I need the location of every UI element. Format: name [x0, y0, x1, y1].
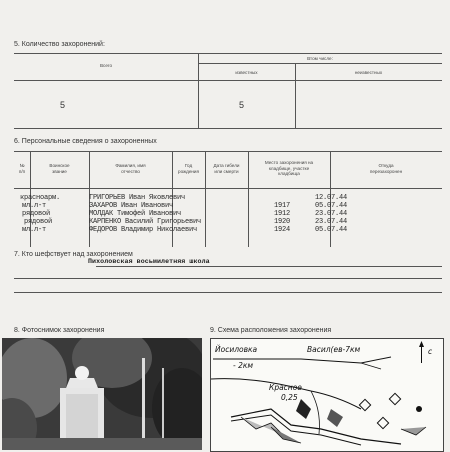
- row5-rank: мл.л-т: [22, 226, 47, 234]
- table6-header-death: Дата гибели или смерти: [213, 163, 240, 174]
- map-label-ioshkolovka: Йосиловка: [215, 345, 258, 354]
- table5-header-unknown: неизвестных: [354, 70, 383, 75]
- map-label-vasilev: Васил(ев-7км: [307, 345, 361, 354]
- map-label-ioshkolovka-dist: - 2км: [233, 361, 254, 370]
- section7-line-3: [14, 292, 442, 293]
- burial-photo: [2, 338, 202, 450]
- table6-header-bottom-line: [14, 188, 442, 189]
- table5-divider-1: [198, 53, 199, 128]
- section7-line-2: [14, 278, 442, 279]
- row2-rank: мл.л-т: [22, 202, 47, 210]
- table6-header-origin: Откуда перезахоронен: [369, 163, 403, 174]
- patron-value: Пихоловская восьмилетняя школа: [88, 258, 210, 265]
- section7-line-1: [96, 266, 442, 267]
- row2-name: ЗАХАРОВ Иван Иванович: [89, 202, 174, 210]
- section-8-title: 8. Фотоснимок захоронения: [14, 327, 105, 334]
- row4-name: КАРПЕНКО Василий Григорьевич: [89, 218, 202, 226]
- map-drawing: [211, 339, 443, 451]
- table5-subheader-line: [198, 63, 442, 64]
- map-label-krasnoe: Красное: [269, 383, 302, 392]
- row3-death: 23.07.44: [315, 210, 348, 218]
- map-label-krasnoe-dist: 0,25: [281, 393, 298, 402]
- section-6-title: 6. Персональные сведения о захороненных: [14, 138, 157, 145]
- row5-name: ФЕДОРОВ Владимир Николаевич: [89, 226, 198, 234]
- table6-header-no: № п/п: [18, 163, 26, 174]
- table6-header-place: Место захоронения на кладбище, участке кладбища: [264, 160, 314, 177]
- table5-header-including: Втом числе:: [307, 56, 333, 61]
- row5-birth: 1924: [274, 226, 291, 234]
- row5-death: 05.07.44: [315, 226, 348, 234]
- section-9-title: 9. Схема расположения захоронения: [210, 327, 332, 334]
- table6-header-name: Фамилия, имя отчество: [115, 163, 146, 174]
- table5-bottom-line: [14, 128, 442, 129]
- row4-birth: 1920: [274, 218, 291, 226]
- table5-header-total: Всего: [99, 63, 113, 68]
- row3-rank: рядовой: [22, 210, 51, 218]
- table6-header-rank: Воинское звание: [49, 163, 70, 174]
- row4-rank: рядовой: [24, 218, 53, 226]
- section-5-title: 5. Количество захоронений:: [14, 41, 105, 48]
- burial-map: [210, 338, 444, 452]
- table5-top-line: [14, 53, 442, 54]
- row4-death: 23.07.44: [315, 218, 348, 226]
- map-label-north: с: [428, 347, 433, 356]
- row1-name: ГРИГОРЬЕВ Иван Яковлевич: [89, 194, 186, 202]
- row2-birth: 1917: [274, 202, 291, 210]
- row1-death: 12.07.44: [315, 194, 348, 202]
- row3-birth: 1912: [274, 210, 291, 218]
- photo-image: [2, 338, 202, 450]
- table5-header-known: известных: [235, 70, 258, 75]
- table6-header-birth: Год рождения: [178, 163, 199, 174]
- table5-header-bottom-line: [14, 80, 442, 81]
- row1-rank: красноарм.: [20, 194, 61, 202]
- row3-name: МОЛДАК Тимофей Иванович: [89, 210, 182, 218]
- table6-top-line: [14, 151, 442, 152]
- table5-total-value: 5: [60, 100, 66, 110]
- table5-known-value: 5: [239, 100, 245, 110]
- section-7-title: 7. Кто шефствует над захоронением: [14, 251, 133, 258]
- row2-death: 05.07.44: [315, 202, 348, 210]
